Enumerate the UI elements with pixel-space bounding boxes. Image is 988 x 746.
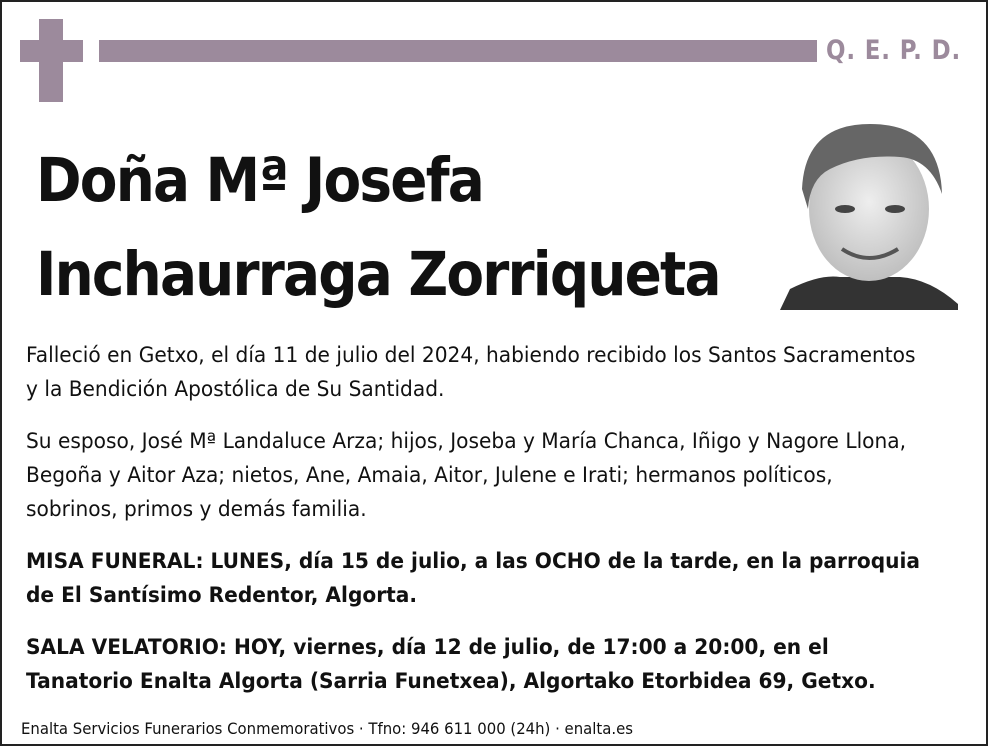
family-list: Su esposo, José Mª Landaluce Arza; hijos, Joseba y María Chanca, Iñigo y Nagore Llona, Begoña y Aitor Aza; nietos, Ane, Amaia, Aitor, Julene e Irati; hermanos políticos, sobrinos, primos y demás familia. (26, 429, 907, 521)
wake-room: SALA VELATORIO: HOY, viernes, día 12 de julio, de 17:00 a 20:00, en el Tanatorio Enalta Algorta (Sarria Funetxea), Algortako Etorbidea 69, Getxo. (26, 635, 876, 693)
name-line-1: Doña Mª Josefa (36, 145, 484, 216)
cross-icon-arm (20, 40, 83, 62)
notice-body (26, 338, 928, 716)
name-line-2: Inchaurraga Zorriqueta (36, 239, 720, 310)
funeral-mass: MISA FUNERAL: LUNES, día 15 de julio, a las OCHO de la tarde, en la parroquia de El Santísimo Redentor, Algorta. (26, 549, 921, 607)
deceased-name (36, 134, 720, 322)
footer-contact: Enalta Servicios Funerarios Conmemorativos · Tfno: 946 611 000 (24h) · enalta.es (21, 719, 633, 738)
death-announcement: Falleció en Getxo, el día 11 de julio del 2024, habiendo recibido los Santos Sacramentos y la Bendición Apostólica de Su Santidad. (26, 343, 916, 401)
portrait-photo (780, 99, 958, 310)
header-bar (99, 40, 817, 62)
qepd-label: Q. E. P. D. (826, 35, 962, 66)
